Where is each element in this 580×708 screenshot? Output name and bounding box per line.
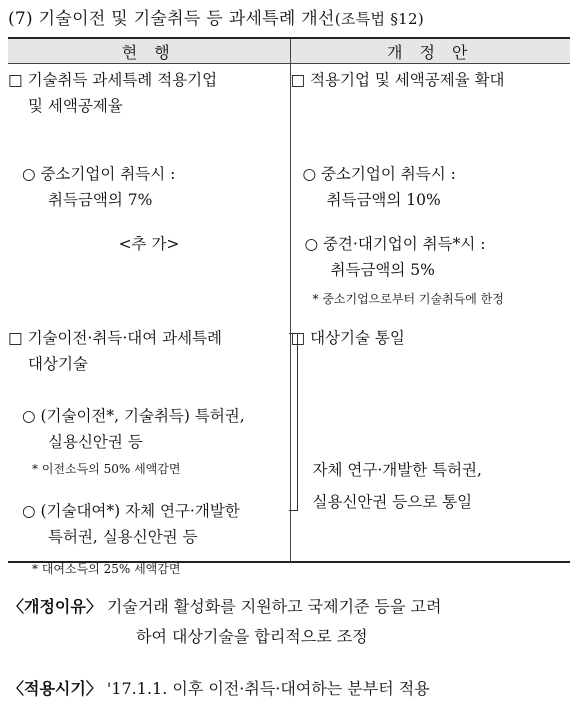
section-title: (7) 기술이전 및 기술취득 등 과세특례 개선(조특법 §12)	[8, 9, 424, 29]
footnote: * 이전소득의 50% 세액감면	[32, 462, 181, 476]
footnote: * 대여소득의 25% 세액감면	[32, 562, 181, 576]
revised-item-1: □ 적용기업 및 세액공제율 확대	[290, 71, 505, 89]
current-item-1: □ 기술취득 과세특례 적용기업	[8, 71, 218, 89]
revised-column: □ 적용기업 및 세액공제율 확대 ○ 중소기업이 취득시 : 취득금액의 10% ○ 중견·대기업이 취득*시 : 취득금액의 5% * 중소기업으로부터 기술취득에 한정 □ 대상기술 통일 자체 연구·개발한 특허권, 실용신안권 등으로 통일	[290, 64, 570, 563]
revision-reason: 〈개정이유〉 기술거래 활성화를 지원하고 국제기준 등을 고려 하여 대상기술을 합리적으로 조정	[8, 597, 442, 646]
revised-item-2: □ 대상기술 통일	[290, 329, 405, 347]
grouping-bracket	[289, 333, 298, 511]
header-current: 현 행	[8, 38, 290, 64]
current-column: □ 기술취득 과세특례 적용기업 및 세액공제율 ○ 중소기업이 취득시 : 취득금액의 7% <추 가> □ 기술이전·취득·대여 과세특례 대상기술 ○ (기술이전*, 기술취득) 특허권, 실용신안권 등 * 이전소득의 50% 세액감면 ○ (기술대여*) 자체 연구·개발한 특허권, 실용신안권 등 * 대여소득의 25% 세액감면	[8, 64, 290, 563]
header-revised: 개 정 안	[290, 38, 570, 64]
effective-date: 〈적용시기〉 '17.1.1. 이후 이전·취득·대여하는 분부터 적용	[8, 679, 430, 698]
footnote: * 중소기업으로부터 기술취득에 한정	[312, 292, 504, 306]
current-item-2: □ 기술이전·취득·대여 과세특례	[8, 329, 223, 347]
add-placeholder: <추 가>	[118, 235, 180, 253]
